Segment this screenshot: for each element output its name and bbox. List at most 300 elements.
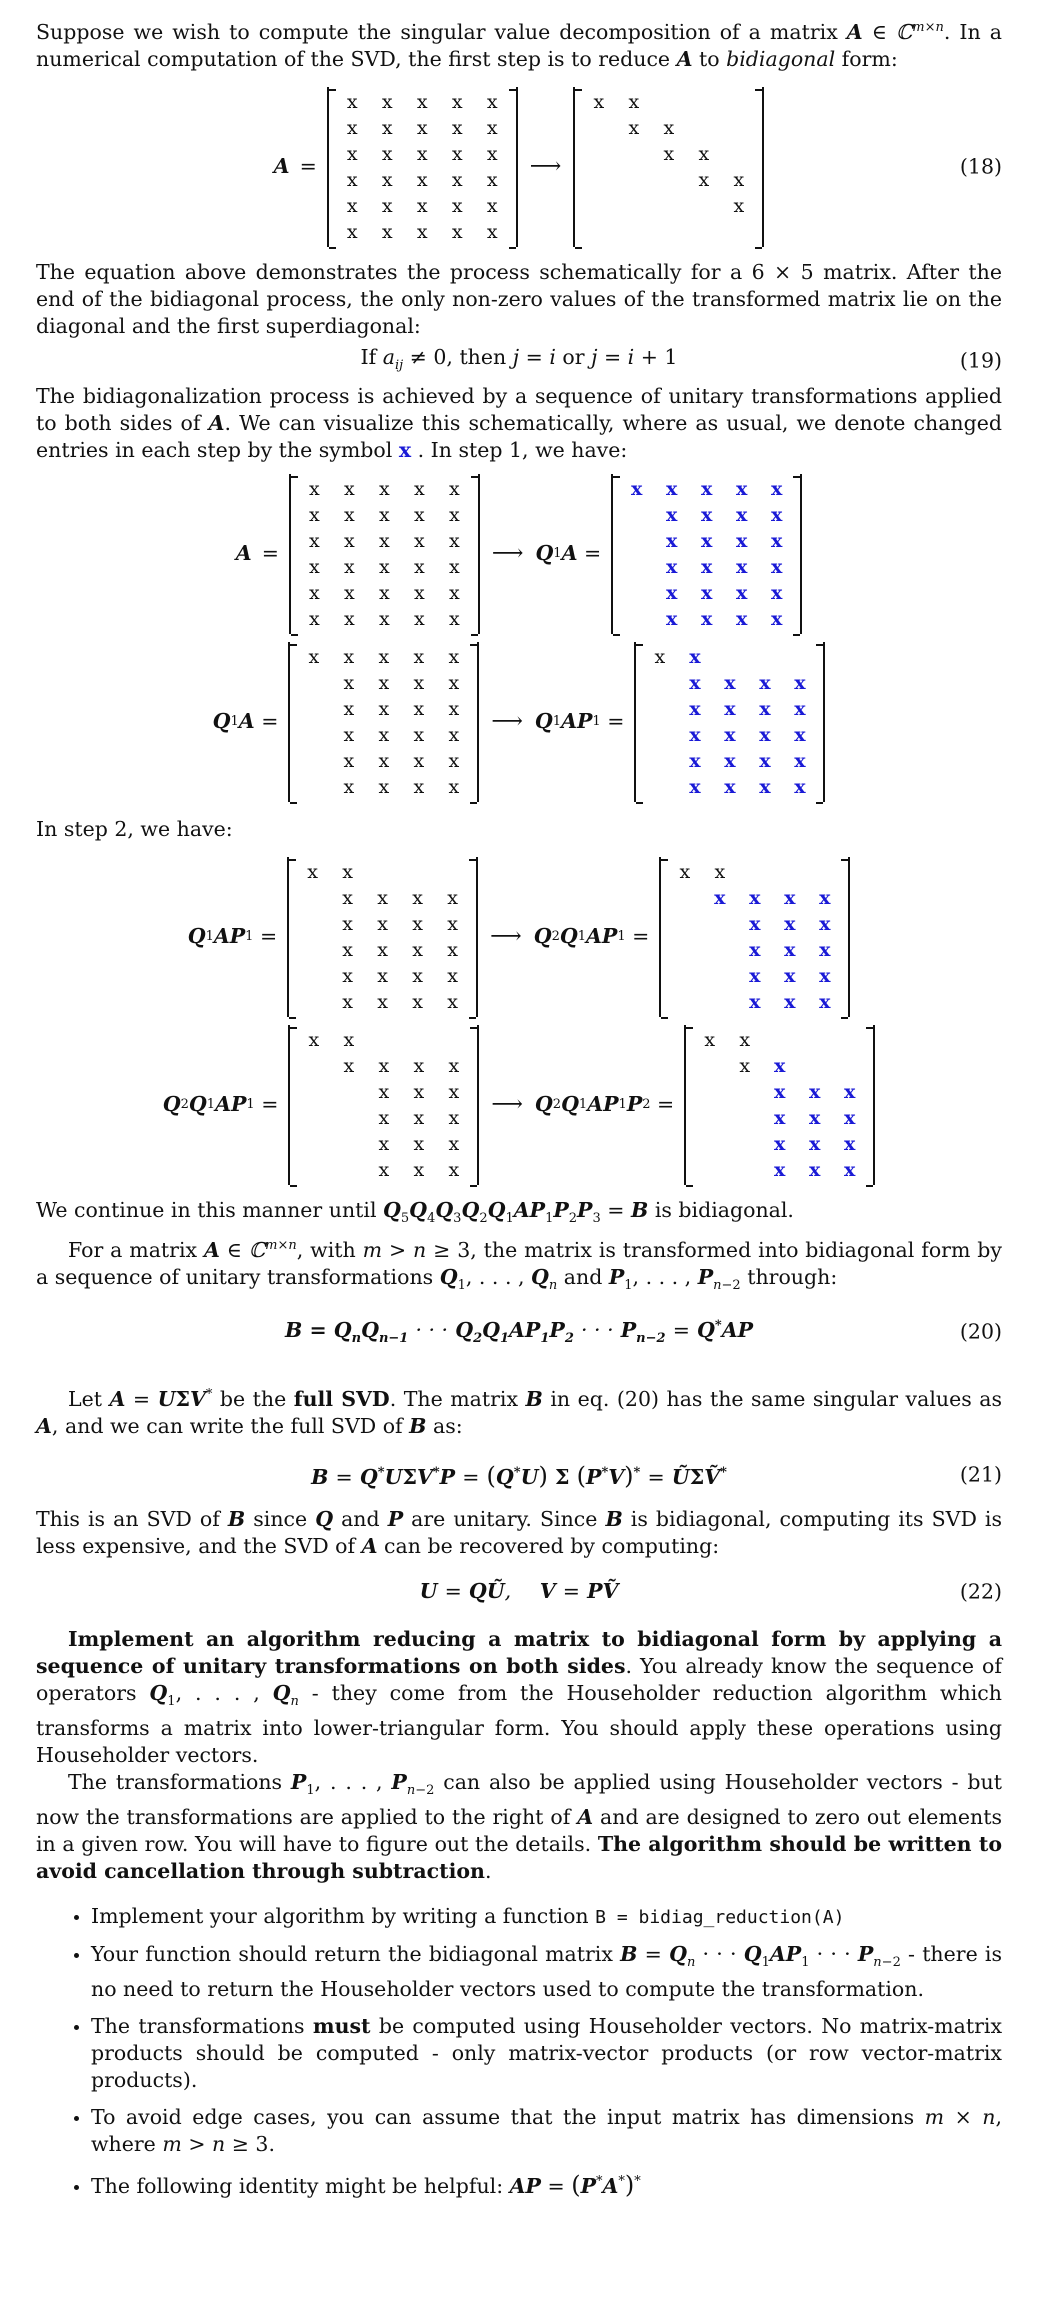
matrix-entry <box>616 219 651 245</box>
matrix-entry: x <box>344 529 355 552</box>
matrix-entry: x <box>809 1132 821 1155</box>
matrix-grid <box>684 1025 875 1185</box>
matrix-entry: x <box>379 503 390 526</box>
matrix-entry: x <box>309 555 320 578</box>
matrix-entry: x <box>412 964 424 987</box>
matrix-entry: x <box>724 671 736 694</box>
matrix-entry: x <box>784 990 796 1013</box>
matrix-entry <box>642 696 677 722</box>
matrix-entry: x <box>689 723 701 746</box>
matrix-entry: x <box>413 1158 425 1181</box>
matrix-entry: x <box>759 723 771 746</box>
matrix-entry <box>721 89 756 115</box>
matrix-entry: x <box>346 142 358 165</box>
equation-number: (22) <box>959 1579 1002 1604</box>
matrix-entry: x <box>784 964 796 987</box>
matrix-entry: x <box>414 555 425 578</box>
matrix-entry: x <box>704 1028 716 1051</box>
matrix-entry: x <box>378 1158 390 1181</box>
matrix-entry: x <box>447 912 459 935</box>
matrix-entry: x <box>771 477 783 500</box>
matrix-entry <box>436 1027 471 1053</box>
matrix-entry: x <box>381 168 393 191</box>
matrix-entry: x <box>381 116 393 139</box>
matrix-entry: x <box>448 775 460 798</box>
matrix-entry <box>651 167 686 193</box>
matrix-entry: x <box>663 142 675 165</box>
matrix-entry: x <box>377 938 389 961</box>
matrix-entry: x <box>794 749 806 772</box>
matrix-entry <box>581 193 616 219</box>
matrix-entry <box>651 193 686 219</box>
matrix-entry <box>581 141 616 167</box>
matrix-entry: x <box>451 90 463 113</box>
matrix-entry <box>295 989 330 1015</box>
matrix-entry: x <box>784 912 796 935</box>
matrix-entry: x <box>819 912 831 935</box>
step2-equation-b: Q 2 Q 1 AP 1 = x x x x x x x x x x x x x x x x x x ⟶ Q 2 Q 1 AP 1 P 2 = x x x x x x x x x x x x x x x x <box>36 1025 1002 1185</box>
matrix-entry: x <box>414 607 425 630</box>
matrix-entry <box>692 1157 727 1183</box>
matrix-entry: x <box>736 555 748 578</box>
matrix-entry <box>295 885 330 911</box>
matrix-entry: x <box>759 671 771 694</box>
matrix-entry: x <box>701 581 713 604</box>
matrix-entry: x <box>736 503 748 526</box>
matrix-entry: x <box>344 503 355 526</box>
matrix-entry: x <box>346 116 358 139</box>
matrix-entry: x <box>771 529 783 552</box>
matrix-entry <box>692 1053 727 1079</box>
matrix-entry <box>295 963 330 989</box>
matrix-entry: x <box>343 723 355 746</box>
matrix-entry: x <box>809 1080 821 1103</box>
matrix-entry: x <box>448 723 460 746</box>
matrix-entry <box>331 1105 366 1131</box>
matrix-entry: x <box>413 775 425 798</box>
matrix-entry <box>727 1079 762 1105</box>
matrix-entry: x <box>447 938 459 961</box>
matrix-entry: x <box>486 142 498 165</box>
matrix-entry <box>642 722 677 748</box>
matrix-entry: x <box>771 607 783 630</box>
matrix-entry <box>686 115 721 141</box>
matrix-entry <box>721 141 756 167</box>
matrix-entry: x <box>413 645 425 668</box>
matrix-entry: x <box>774 1158 786 1181</box>
matrix-entry: x <box>486 168 498 191</box>
matrix-entry: x <box>378 671 390 694</box>
matrix-entry <box>797 1053 832 1079</box>
matrix-grid <box>288 642 479 802</box>
matrix-entry: x <box>451 142 463 165</box>
matrix-entry: x <box>774 1080 786 1103</box>
matrix-entry: x <box>724 723 736 746</box>
matrix-entry <box>296 1131 331 1157</box>
matrix-entry: x <box>844 1158 856 1181</box>
step2-paragraph: In step 2, we have: <box>36 816 233 841</box>
matrix-grid <box>327 87 518 247</box>
matrix-entry: x <box>844 1132 856 1155</box>
matrix-entry: x <box>346 168 358 191</box>
matrix-entry <box>747 644 782 670</box>
matrix-entry: x <box>689 749 701 772</box>
matrix-entry <box>400 859 435 885</box>
matrix-entry: x <box>724 775 736 798</box>
matrix-entry: x <box>759 697 771 720</box>
matrix-entry <box>581 167 616 193</box>
matrix-entry: x <box>749 938 761 961</box>
matrix-entry: x <box>666 607 678 630</box>
equation-20: $B = Q_nQ_{n-1}$ · · · $Q_2Q_1AP_1P_2$ · · · $P_{n-2} = Q^*AP$ (20) <box>284 1317 1002 1346</box>
matrix-entry: x <box>666 581 678 604</box>
matrix-entry: x <box>844 1080 856 1103</box>
matrix-entry <box>772 859 807 885</box>
matrix-entry <box>702 989 737 1015</box>
matrix-entry: x <box>448 1158 460 1181</box>
matrix-entry: x <box>342 938 354 961</box>
matrix-entry: x <box>809 1106 821 1129</box>
matrix-entry: x <box>413 1132 425 1155</box>
matrix-entry: x <box>689 697 701 720</box>
matrix-entry <box>331 1131 366 1157</box>
matrix-entry: x <box>448 749 460 772</box>
matrix-entry: x <box>448 1132 460 1155</box>
matrix-entry: x <box>451 220 463 243</box>
matrix-entry <box>296 696 331 722</box>
matrix-entry <box>702 911 737 937</box>
matrix-entry <box>295 911 330 937</box>
matrix-entry: x <box>416 168 428 191</box>
matrix-entry: x <box>343 1028 355 1051</box>
matrix-entry: x <box>413 697 425 720</box>
matrix-grid <box>659 857 850 1017</box>
step2-equation-a: Q 1 AP 1 = x x x x x x x x x x x x x x x x x x x x x x ⟶ Q 2 Q 1 AP 1 = x x x x x x x x x x x x x x x x x x <box>36 857 1002 1017</box>
matrix-entry: x <box>784 886 796 909</box>
list-item: • The following identity might be helpful: AP = (P*A*)* <box>91 2168 1002 2200</box>
matrix-entry: x <box>714 886 726 909</box>
matrix-entry: x <box>451 116 463 139</box>
matrix-entry: x <box>379 581 390 604</box>
matrix-entry: x <box>448 671 460 694</box>
matrix-entry <box>616 193 651 219</box>
matrix-entry: x <box>736 529 748 552</box>
matrix-entry: x <box>416 116 428 139</box>
matrix-entry: x <box>342 912 354 935</box>
matrix-entry: x <box>663 116 675 139</box>
matrix-entry: x <box>308 645 320 668</box>
matrix-entry <box>721 219 756 245</box>
matrix-entry: x <box>449 477 460 500</box>
matrix-entry: x <box>412 912 424 935</box>
intro-paragraph: Suppose we wish to compute the singular value decomposition of a matrix A ∈ ℂ$^{m\times n}$. In a numerical computation of the SVD, the first step is to reduce A to bidiagonal form: <box>36 19 1002 71</box>
matrix-entry <box>692 1105 727 1131</box>
matrix-entry <box>686 193 721 219</box>
matrix-entry: x <box>448 697 460 720</box>
matrix-entry <box>807 859 842 885</box>
matrix-entry: x <box>809 1158 821 1181</box>
matrix-entry: x <box>486 90 498 113</box>
matrix-entry: x <box>307 860 319 883</box>
matrix-entry: x <box>759 775 771 798</box>
matrix-entry: x <box>819 886 831 909</box>
matrix-entry <box>832 1053 867 1079</box>
matrix-entry: x <box>819 938 831 961</box>
matrix-entry <box>721 115 756 141</box>
matrix-entry: x <box>378 749 390 772</box>
matrix-entry <box>295 937 330 963</box>
matrix-entry <box>296 722 331 748</box>
matrix-entry: x <box>309 477 320 500</box>
matrix-entry <box>331 1157 366 1183</box>
matrix-entry: x <box>451 168 463 191</box>
matrix-entry: x <box>416 142 428 165</box>
matrix-entry <box>702 963 737 989</box>
matrix-entry <box>702 937 737 963</box>
matrix-entry: x <box>414 529 425 552</box>
matrix-entry: x <box>698 142 710 165</box>
matrix-entry: x <box>819 964 831 987</box>
matrix-entry <box>619 580 654 606</box>
matrix-entry: x <box>447 964 459 987</box>
matrix-entry: x <box>794 671 806 694</box>
step1-equation-b: Q 1 A = x x x x x x x x x x x x x x x x x x x x x x x x x ⟶ Q 1 AP 1 = x x x x x x x x x x x x x x x x x x x x x x <box>36 642 1002 802</box>
matrix-entry: x <box>486 220 498 243</box>
matrix-grid <box>634 642 825 802</box>
matrix-entry: x <box>774 1132 786 1155</box>
matrix-entry: x <box>593 90 605 113</box>
matrix-entry: x <box>343 645 355 668</box>
matrix-entry: x <box>448 1080 460 1103</box>
matrix-entry <box>667 989 702 1015</box>
matrix-entry: x <box>736 477 748 500</box>
matrix-entry: x <box>344 607 355 630</box>
matrix-entry: x <box>309 581 320 604</box>
matrix-entry <box>581 219 616 245</box>
matrix-entry: x <box>379 477 390 500</box>
matrix-entry <box>727 1105 762 1131</box>
matrix-entry: x <box>749 990 761 1013</box>
matrix-entry: x <box>774 1054 786 1077</box>
matrix-entry: x <box>378 775 390 798</box>
matrix-entry: x <box>346 90 358 113</box>
matrix-entry <box>296 1053 331 1079</box>
matrix-entry: x <box>343 749 355 772</box>
matrix-entry: x <box>378 645 390 668</box>
matrix-entry: x <box>784 938 796 961</box>
matrix-entry: x <box>666 529 678 552</box>
matrix-entry: x <box>733 168 745 191</box>
matrix-entry: x <box>486 194 498 217</box>
matrix-entry: x <box>448 1106 460 1129</box>
matrix-entry: x <box>413 671 425 694</box>
matrix-entry: x <box>759 749 771 772</box>
equation-number: (18) <box>959 154 1002 179</box>
matrix-entry <box>616 167 651 193</box>
matrix-entry: x <box>724 697 736 720</box>
matrix-entry: x <box>666 503 678 526</box>
matrix-entry: x <box>414 477 425 500</box>
matrix-entry <box>642 774 677 800</box>
equation-number: (19) <box>959 348 1002 373</box>
matrix-entry: x <box>377 912 389 935</box>
matrix-entry: x <box>377 886 389 909</box>
matrix-entry: x <box>342 886 354 909</box>
process-paragraph: The bidiagonalization process is achieved by a sequence of unitary transformations applied to both sides of A. We can visualize this schematically, where as usual, we denote changed entries in each step by the symbol x . In step 1, we have: <box>36 383 1002 462</box>
matrix-entry: x <box>414 581 425 604</box>
matrix-entry: x <box>343 697 355 720</box>
matrix-entry: x <box>379 555 390 578</box>
matrix-entry: x <box>344 581 355 604</box>
matrix-entry: x <box>701 503 713 526</box>
matrix-entry: x <box>733 194 745 217</box>
matrix-grid <box>288 1025 479 1185</box>
matrix-entry <box>797 1027 832 1053</box>
matrix-entry: x <box>844 1106 856 1129</box>
matrix-entry <box>651 219 686 245</box>
thisis-paragraph: This is an SVD of B since Q and P are unitary. Since B is bidiagonal, computing its SVD is less expensive, and the SVD of A can be recovered by computing: <box>36 1506 1003 1558</box>
matrix-entry: x <box>344 555 355 578</box>
matrix-entry: x <box>413 749 425 772</box>
matrix-grid <box>611 474 802 634</box>
matrix-entry: x <box>714 860 726 883</box>
matrix-entry: x <box>448 645 460 668</box>
equation-18: A = x x x x x x x x x x x x x x x x x x x x x x x x x x x x x x ⟶ x x x x x x x x x (18) <box>36 87 1002 247</box>
matrix-entry: x <box>689 645 701 668</box>
matrix-entry <box>296 748 331 774</box>
matrix-entry: x <box>414 503 425 526</box>
matrix-entry <box>727 1157 762 1183</box>
matrix-entry <box>762 1027 797 1053</box>
equation-19: If $a_{ij} \ne 0$, then j = i or j = i + 1 (19) <box>360 344 1002 373</box>
matrix-entry <box>667 937 702 963</box>
matrix-entry: x <box>749 912 761 935</box>
matrix-entry: x <box>381 90 393 113</box>
list-item: • Your function should return the bidiagonal matrix $B = Q_n$ · · · $Q_1AP_1$ · · · $P_{n-2}$ - there is no need to return the Householder vectors used to compute the transformation. <box>91 1941 1002 2003</box>
matrix-entry: x <box>666 477 678 500</box>
matrix-entry <box>692 1079 727 1105</box>
matrix-entry: x <box>346 194 358 217</box>
matrix-entry: x <box>449 503 460 526</box>
matrix-entry <box>616 141 651 167</box>
matrix-entry: x <box>679 860 691 883</box>
matrix-entry: x <box>416 220 428 243</box>
matrix-entry: x <box>344 477 355 500</box>
matrix-entry <box>365 859 400 885</box>
matrix-entry: x <box>771 581 783 604</box>
requirements-list <box>36 1903 1002 2200</box>
fullsvd-paragraph: Let A = UΣV* be the full SVD. The matrix B in eq. (20) has the same singular values as A, and we can write the full SVD of B as: <box>36 1386 1003 1438</box>
matrix-entry: x <box>412 886 424 909</box>
matrix-entry: x <box>749 886 761 909</box>
matrix-grid <box>573 87 764 247</box>
matrix-entry: x <box>794 697 806 720</box>
matrix-entry <box>619 502 654 528</box>
matrix-entry <box>692 1131 727 1157</box>
matrix-bidiagonal <box>573 87 764 247</box>
matrix-entry: x <box>416 194 428 217</box>
matrix-entry: x <box>447 886 459 909</box>
matrix-entry <box>686 219 721 245</box>
matrix-entry: x <box>309 529 320 552</box>
matrix-entry: x <box>451 194 463 217</box>
matrix-entry: x <box>739 1028 751 1051</box>
matrix-entry: x <box>377 964 389 987</box>
matrix-entry: x <box>309 503 320 526</box>
matrix-entry <box>712 644 747 670</box>
matrix-entry: x <box>413 1080 425 1103</box>
implement-rest: . You already know the sequence of operators $Q_1$, . . . , $Q_n$ - they come from the Householder reduction algorithm which transforms a matrix into lower-triangular form. You should apply these operations using Householder vectors. <box>36 1653 1002 1767</box>
page <box>36 14 1002 2210</box>
matrix-entry: x <box>794 775 806 798</box>
matrix-entry: x <box>736 607 748 630</box>
matrix-entry: x <box>749 964 761 987</box>
matrix-entry: x <box>449 581 460 604</box>
matrix-entry <box>651 89 686 115</box>
matrix-entry: x <box>412 938 424 961</box>
matrix-entry <box>331 1079 366 1105</box>
matrix-entry: x <box>342 990 354 1013</box>
matrix-entry <box>296 774 331 800</box>
matrix-entry <box>667 885 702 911</box>
matrix-entry <box>737 859 772 885</box>
matrix-entry <box>619 606 654 632</box>
matrix-entry <box>667 911 702 937</box>
matrix-entry <box>727 1131 762 1157</box>
formatrix-paragraph: For a matrix A ∈ ℂ$^{m\times n}$, with m > n ≥ 3, the matrix is transformed into bidiagonal form by a sequence of unitary transformations $Q_1$, . . . , $Q_n$ and $P_1$, . . . , $P_{n-2}$ through: <box>36 1237 1002 1293</box>
matrix-entry: x <box>771 503 783 526</box>
matrix-entry <box>686 89 721 115</box>
matrix-entry: x <box>343 671 355 694</box>
equation-number: (21) <box>959 1462 1002 1487</box>
matrix-entry: x <box>343 775 355 798</box>
matrix-entry: x <box>343 1054 355 1077</box>
matrix-entry <box>435 859 470 885</box>
matrix-entry: x <box>342 964 354 987</box>
matrix-entry <box>642 748 677 774</box>
matrix-entry: x <box>447 990 459 1013</box>
matrix-entry: x <box>654 645 666 668</box>
matrix-entry: x <box>416 90 428 113</box>
matrix-entry <box>296 1157 331 1183</box>
matrix-entry <box>366 1027 401 1053</box>
matrix-entry: x <box>346 220 358 243</box>
matrix-entry: x <box>381 142 393 165</box>
matrix-entry: x <box>724 749 736 772</box>
matrix-entry <box>296 1079 331 1105</box>
matrix-entry: x <box>412 990 424 1013</box>
matrix-entry: x <box>378 1080 390 1103</box>
matrix-entry: x <box>628 116 640 139</box>
matrix-entry: x <box>413 1054 425 1077</box>
matrix-entry: x <box>413 1106 425 1129</box>
matrix-grid <box>287 857 478 1017</box>
matrix-entry: x <box>379 607 390 630</box>
matrix-entry <box>619 528 654 554</box>
matrix-entry <box>401 1027 436 1053</box>
matrix-entry: x <box>701 555 713 578</box>
matrix-entry: x <box>377 990 389 1013</box>
matrix-entry: x <box>666 555 678 578</box>
matrix-entry: x <box>378 697 390 720</box>
matrix-entry: x <box>381 194 393 217</box>
equation-21: B = Q*UΣV*P = (Q*U) Σ (P*V)* = ŨΣṼ* (21) <box>311 1461 1002 1490</box>
matrix-entry: x <box>698 168 710 191</box>
matrix-entry: x <box>689 775 701 798</box>
matrix-entry <box>581 115 616 141</box>
transform-paragraph: The transformations $P_1$, . . . , $P_{n-2}$ can also be applied using Householder vectors - but now the transformations are applied to the right of A and are designed to zero out elements in a given row. You will have to figure out the details. The algorithm should be written to avoid cancellation through subtraction. <box>36 1769 1002 1883</box>
implement-paragraph: Implement an algorithm reducing a matrix to bidiagonal form by applying a sequence of unitary transformations on both sides. You already know the sequence of operators $Q_1$, . . . , $Q_n$ - they come from the Householder reduction algorithm which transforms a matrix into lower-triangular form. You should apply these operations using Householder vectors. <box>36 1626 1002 1767</box>
